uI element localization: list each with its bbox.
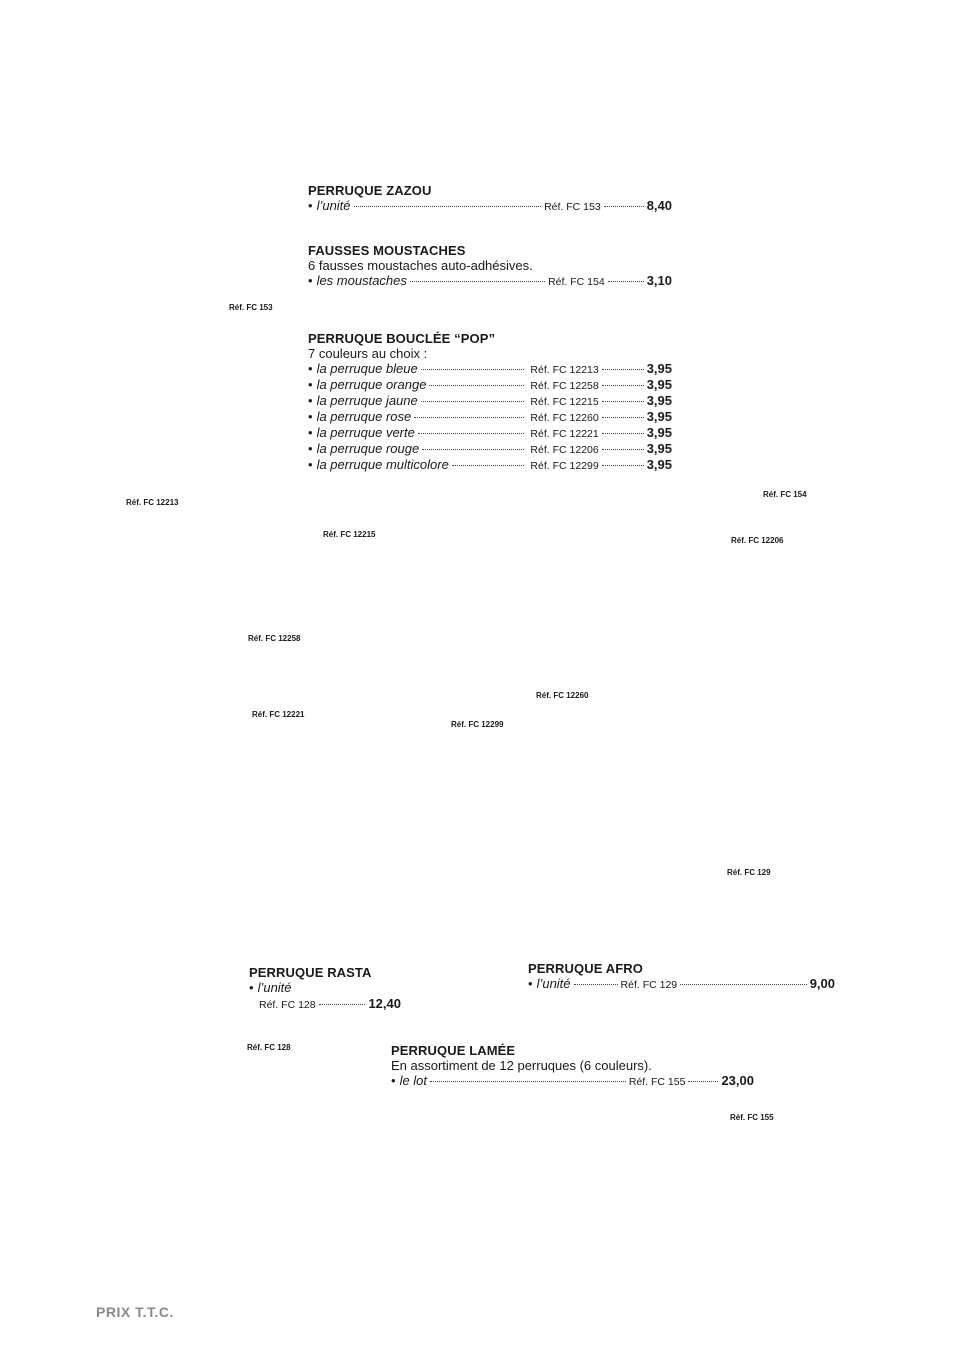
item-label: le lot: [399, 1073, 428, 1088]
dot-leader: [604, 206, 644, 207]
price-footer-note: PRIX T.T.C.: [96, 1304, 174, 1320]
image-tag-fc12299: Réf. FC 12299: [451, 720, 504, 729]
price: 3,95: [646, 457, 672, 472]
price: 12,40: [368, 996, 401, 1011]
product-description: 7 couleurs au choix :: [308, 346, 428, 361]
bullet: •: [308, 273, 313, 288]
price-line: [391, 1073, 754, 1089]
reference: Réf. FC 12260: [530, 412, 599, 424]
image-tag-fc154: Réf. FC 154: [763, 490, 807, 499]
item-label: la perruque rose: [316, 409, 412, 424]
reference: Réf. FC 154: [548, 276, 605, 288]
product-title: PERRUQUE LAMÉE: [391, 1043, 516, 1058]
price: 3,95: [646, 361, 672, 376]
reference: Réf. FC 153: [544, 201, 601, 213]
reference: Réf. FC 12299: [530, 460, 599, 472]
reference: Réf. FC 12215: [530, 396, 599, 408]
item-label: l’unité: [536, 976, 571, 991]
dot-leader: [602, 449, 644, 450]
bullet: •: [308, 377, 313, 392]
dot-leader: [319, 1004, 366, 1005]
bullet: •: [308, 409, 313, 424]
image-tag-fc128: Réf. FC 128: [247, 1043, 291, 1052]
product-description: En assortiment de 12 perruques (6 couleurs).: [391, 1058, 652, 1073]
price-line: [308, 457, 672, 473]
image-tag-fc12260: Réf. FC 12260: [536, 691, 589, 700]
image-tag-fc12213: Réf. FC 12213: [126, 498, 179, 507]
item-label: la perruque orange: [316, 377, 427, 392]
dot-leader: [421, 369, 525, 370]
reference: Réf. FC 12213: [530, 364, 599, 376]
product-title: PERRUQUE AFRO: [528, 961, 643, 976]
bullet: •: [308, 425, 313, 440]
item-label: la perruque bleue: [316, 361, 418, 376]
price-line: [308, 425, 672, 441]
dot-leader: [354, 206, 542, 207]
price-line: [308, 377, 672, 393]
dot-leader: [414, 417, 524, 418]
image-tag-fc155: Réf. FC 155: [730, 1113, 774, 1122]
bullet: •: [391, 1073, 396, 1088]
dot-leader: [680, 984, 807, 985]
product-title: PERRUQUE RASTA: [249, 965, 372, 980]
dot-leader: [418, 433, 525, 434]
price: 3,95: [646, 377, 672, 392]
price-line: [308, 409, 672, 425]
item-label: l’unité: [316, 198, 351, 213]
price-line: [308, 273, 672, 289]
reference: Réf. FC 12221: [530, 428, 599, 440]
price: 3,95: [646, 393, 672, 408]
bullet: •: [308, 441, 313, 456]
price-list: [308, 361, 672, 473]
reference: Réf. FC 129: [620, 979, 678, 991]
price-line: [528, 976, 835, 992]
price: 23,00: [721, 1073, 754, 1088]
dot-leader: [602, 433, 644, 434]
product-description: 6 fausses moustaches auto-adhésives.: [308, 258, 533, 273]
bullet: •: [308, 198, 313, 213]
bullet: •: [308, 393, 313, 408]
product-rasta: [249, 965, 401, 1012]
product-pop: [308, 331, 672, 473]
image-tag-fc12215: Réf. FC 12215: [323, 530, 376, 539]
product-title: PERRUQUE BOUCLÉE “POP”: [308, 331, 496, 346]
dot-leader: [422, 449, 524, 450]
dot-leader: [421, 401, 525, 402]
dot-leader: [410, 281, 545, 282]
product-title: FAUSSES MOUSTACHES: [308, 243, 466, 258]
product-afro: [528, 961, 835, 992]
reference: Réf. FC 155: [628, 1076, 686, 1088]
dot-leader: [602, 385, 644, 386]
product-lamee: [391, 1043, 754, 1089]
product-zazou: [308, 183, 672, 214]
dot-leader: [429, 385, 524, 386]
dot-leader: [452, 465, 525, 466]
product-title: PERRUQUE ZAZOU: [308, 183, 432, 198]
bullet: •: [308, 361, 313, 376]
image-tag-fc12221: Réf. FC 12221: [252, 710, 305, 719]
product-moustaches: [308, 243, 672, 289]
price: 9,00: [809, 976, 835, 991]
bullet: •: [249, 980, 254, 995]
item-label: les moustaches: [316, 273, 407, 288]
image-tag-fc153: Réf. FC 153: [229, 303, 273, 312]
image-tag-fc12258: Réf. FC 12258: [248, 634, 301, 643]
item-label: la perruque verte: [316, 425, 415, 440]
reference: Réf. FC 128: [259, 999, 316, 1011]
reference: Réf. FC 12206: [530, 444, 599, 456]
bullet: •: [308, 457, 313, 472]
price: 8,40: [646, 198, 672, 213]
item-label: la perruque rouge: [316, 441, 420, 456]
dot-leader: [602, 369, 644, 370]
price-line: [308, 198, 672, 214]
dot-leader: [602, 417, 644, 418]
price-line: [308, 441, 672, 457]
price-line: [308, 361, 672, 377]
reference: Réf. FC 12258: [530, 380, 599, 392]
bullet: •: [528, 976, 533, 991]
price-line: [308, 393, 672, 409]
price: 3,95: [646, 425, 672, 440]
item-line: [249, 980, 401, 996]
dot-leader: [688, 1081, 718, 1082]
item-label: l’unité: [257, 980, 292, 995]
image-tag-fc12206: Réf. FC 12206: [731, 536, 784, 545]
dot-leader: [574, 984, 618, 985]
dot-leader: [430, 1081, 626, 1082]
image-tag-fc129: Réf. FC 129: [727, 868, 771, 877]
dot-leader: [602, 465, 644, 466]
price: 3,95: [646, 409, 672, 424]
dot-leader: [608, 281, 644, 282]
price: 3,95: [646, 441, 672, 456]
item-label: la perruque multicolore: [316, 457, 449, 472]
price-line: [249, 996, 401, 1012]
price: 3,10: [646, 273, 672, 288]
dot-leader: [602, 401, 644, 402]
item-label: la perruque jaune: [316, 393, 418, 408]
